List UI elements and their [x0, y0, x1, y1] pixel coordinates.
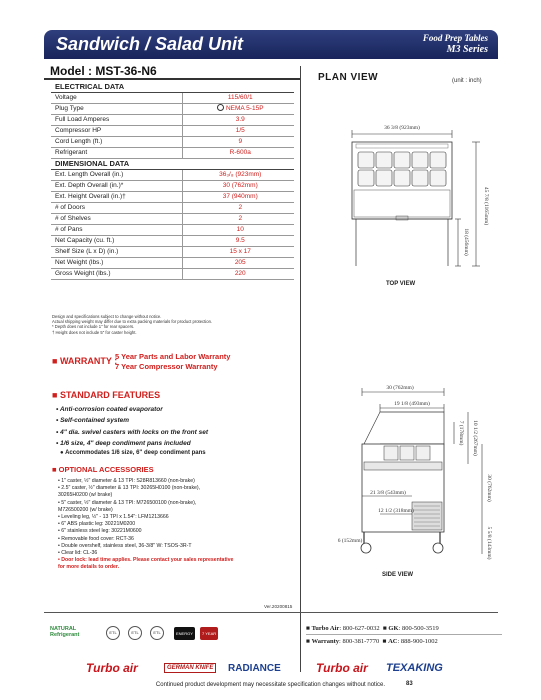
feature-item: • Self-contained system — [56, 417, 130, 425]
dimensional-heading: DIMENSIONAL DATA — [51, 158, 294, 169]
spec-row — [51, 202, 294, 213]
spec-value: 205 — [182, 257, 294, 268]
brand-logo-german-knife: GERMAN KNIFE — [164, 663, 216, 673]
warranty-label-text: WARRANTY : — [59, 356, 118, 366]
bullet-icon: ■ — [52, 465, 59, 474]
note-line: * Depth does not include 1" for rear spacers. — [52, 324, 135, 330]
brand-logo-texaking: TEXAKING — [386, 662, 443, 674]
optional-accessories-list — [58, 478, 294, 572]
etl-logo-2: ETL — [150, 626, 164, 640]
warranty-details — [115, 352, 230, 372]
note-line: Design and specifications subject to change without notice. — [52, 314, 162, 319]
spec-row — [51, 235, 294, 246]
spec-row — [51, 268, 294, 279]
note-line: † Height does not include 5" for caster height. — [52, 329, 137, 335]
spec-notes — [52, 314, 292, 335]
series-info — [423, 33, 488, 55]
natural-logo-text: Refrigerant — [50, 632, 80, 638]
spec-value: 36₃/₈ (923mm) — [182, 169, 294, 180]
spec-label: # of Doors — [51, 202, 182, 213]
contact-row: ■ Turbo Air: 800-627-0032 ■ GK: 800-500-3519 — [306, 625, 439, 632]
model-number: Model : MST-36-N6 — [50, 64, 157, 78]
spec-table — [51, 81, 294, 280]
contact-phone: : 800-627-0032 — [339, 625, 380, 632]
accessory-item: 30265H0200 (w/ brake) — [58, 492, 113, 499]
top-view-label: TOP VIEW — [386, 281, 416, 287]
caster-wheel — [361, 543, 371, 553]
brand-logo-turbo-air-2: Turbo air — [316, 661, 368, 675]
column-divider — [300, 66, 301, 672]
spec-row — [51, 147, 294, 158]
spec-value: 10 — [182, 224, 294, 235]
spec-value: 2 — [182, 202, 294, 213]
divider — [44, 78, 300, 80]
spec-row — [51, 169, 294, 180]
top-view-drawing — [330, 120, 500, 280]
standard-features-heading — [52, 390, 160, 400]
certification-logos — [50, 624, 300, 646]
accessory-item: • 6" ABS plastic leg: 30221M0200 — [58, 521, 136, 528]
electrical-heading: ELECTRICAL DATA — [51, 81, 294, 92]
accessory-item: • 1" caster, ½" diameter & 13 TPI: S28R813660 (non-brake) — [58, 478, 195, 484]
spec-label: # of Pans — [51, 224, 182, 235]
spec-label: Full Load Amperes — [51, 114, 182, 125]
contact-label: GK — [388, 625, 399, 632]
contact-label: Warranty — [311, 638, 340, 645]
accessory-item: • 2.5" caster, ½" diameter & 13 TPI: 30265H0100 (non-brake), — [58, 485, 201, 492]
series-name: M3 Series — [446, 44, 488, 55]
spec-row — [51, 213, 294, 224]
version-label: Ver.20200815 — [264, 604, 293, 609]
series-category: Food Prep Tables — [422, 33, 488, 43]
spec-label: Ext. Height Overall (in.)† — [51, 191, 182, 202]
standard-features-list — [56, 404, 208, 458]
contact-phone: : 800-381-7770 — [339, 638, 380, 645]
spec-label: Ext. Length Overall (in.) — [51, 169, 182, 180]
note-line: Actual shipping weight may differ due to extra packing materials for product protection. — [52, 319, 213, 325]
spec-row — [51, 246, 294, 257]
spec-value: 9 — [182, 136, 294, 147]
spec-value: R-600a — [182, 147, 294, 158]
spec-label: Compressor HP — [51, 125, 182, 136]
spec-value: 30 (762mm) — [182, 180, 294, 191]
spec-value: 15 x 17 — [182, 246, 294, 257]
spec-label: Gross Weight (lbs.) — [51, 268, 182, 279]
lid-outline — [380, 412, 444, 444]
accessory-item: • Double overshelf, stainless steel, 36-3/8" W: TSOS-3R-T — [58, 542, 192, 549]
spec-value — [182, 103, 294, 114]
spec-label: Ext. Depth Overall (in.)* — [51, 180, 182, 191]
etl-sanitation-logo: ETL — [128, 626, 142, 640]
contact-label: Turbo Air — [311, 625, 340, 632]
bullet-icon: ■ — [52, 356, 60, 366]
spec-value: 115/60/1 — [182, 92, 294, 103]
spec-label: Shelf Size (L x D) (in.) — [51, 246, 182, 257]
side-view-label: SIDE VIEW — [382, 572, 414, 578]
natural-logo-text: NATURAL — [50, 626, 77, 632]
caster-offset-dimension: 6 (152mm) — [337, 538, 363, 544]
feature-item: • Anti-corrosion coated evaporator — [56, 406, 163, 413]
bullet-icon: ■ — [52, 390, 60, 400]
cabinet-height-dimension: 30 (762mm) — [486, 474, 492, 502]
optional-accessories-heading — [52, 465, 154, 474]
door-lock-note: • Door lock: lead time applies. Please contact your sales representative — [58, 557, 234, 564]
spec-row — [51, 257, 294, 268]
brand-logo-turbo-air: Turbo air — [86, 661, 138, 675]
brand-logos — [86, 661, 506, 677]
etl-logo: ETL — [106, 626, 120, 640]
accessory-item: • Clear lid: CL-36 — [58, 550, 98, 557]
warranty-label — [52, 356, 117, 366]
spec-label: # of Shelves — [51, 213, 182, 224]
warranty-line: 7 Year Compressor Warranty — [115, 362, 218, 371]
spec-label: Plug Type — [51, 103, 182, 114]
interior-depth-dimension: 12 1/2 (318mm) — [378, 508, 414, 514]
brand-logo-radiance: RADIANCE — [228, 663, 281, 674]
feature-item: • 1/6 size, 4" deep condiment pans included — [56, 439, 191, 447]
optional-accessories-title: OPTIONAL ACCESSORIES — [58, 465, 154, 474]
spec-label: Cord Length (ft.) — [51, 136, 182, 147]
plan-view-title: PLAN VIEW — [318, 72, 379, 83]
spec-label: Net Weight (lbs.) — [51, 257, 182, 268]
accessory-item: • Removable food cover: RCT-36 — [58, 535, 134, 542]
spec-label: Voltage — [51, 92, 182, 103]
caster-height-dimension: 5 5/8 (143mm) — [486, 526, 492, 560]
side-depth-dimension: 30 (762mm) — [386, 385, 414, 391]
spec-label: Refrigerant — [51, 147, 182, 158]
door-swing-dimension: 18 (456mm) — [463, 228, 469, 256]
contact-label: AC — [388, 638, 398, 645]
energy-logo: ENERGY — [174, 627, 195, 640]
page-number: 83 — [406, 681, 413, 687]
spec-value: 220 — [182, 268, 294, 279]
spec-row — [51, 136, 294, 147]
spec-value: 3.9 — [182, 114, 294, 125]
accessory-item: • 5" caster, ½" diameter & 13 TPI: M726500100 (non-brake), — [58, 499, 197, 506]
spec-label: Net Capacity (cu. ft.) — [51, 235, 182, 246]
spec-row — [51, 180, 294, 191]
spec-row — [51, 114, 294, 125]
width-dimension: 36 3/8 (923mm) — [384, 125, 420, 131]
footer-disclaimer: Continued product development may necessitate specification changes without notice. — [155, 682, 386, 688]
spec-row — [51, 125, 294, 136]
accessory-item: M726500200 (w/ brake) — [58, 506, 113, 513]
caster-wheel — [433, 543, 443, 553]
lid-height-dimension: 7 (178mm) — [458, 420, 464, 446]
plug-type-value: NEMA 5-15P — [225, 105, 264, 113]
feature-item: • 4" dia. swivel casters with locks on the front set — [56, 428, 209, 436]
spec-value: 37 (940mm) — [182, 191, 294, 202]
natural-refrigerant-logo — [50, 626, 79, 638]
warranty-logo: 7 YEAR — [200, 627, 218, 640]
divider — [300, 612, 498, 613]
plug-icon — [217, 104, 224, 111]
divider — [306, 634, 502, 635]
unit-note: (unit : inch) — [452, 78, 482, 84]
feature-subitem: ● Accommodates 1/6 size, 6" deep condiment pans — [60, 450, 206, 457]
top-depth-dimension: 19 1/8 (493mm) — [394, 401, 430, 407]
page-title: Sandwich / Salad Unit — [56, 34, 244, 54]
header-banner — [44, 30, 498, 59]
accessory-item: • Leveling leg, ½" - 13 TPI x 1.54": LFM1213666 — [58, 514, 169, 521]
contact-row: ■ Warranty: 800-381-7770 ■ AC: 888-900-1002 — [306, 638, 438, 645]
spec-row — [51, 92, 294, 103]
contact-block — [306, 622, 506, 648]
spec-value: 9.5 — [182, 235, 294, 246]
spec-value: 1/5 — [182, 125, 294, 136]
spec-row — [51, 224, 294, 235]
total-depth-dimension: 45 7/8 (1165mm) — [483, 186, 489, 226]
bottom-depth-dimension: 21 3/8 (543mm) — [370, 490, 406, 496]
standard-features-title: STANDARD FEATURES — [59, 390, 161, 400]
upper-height-dimension: 10 1/2 (267mm) — [472, 420, 478, 456]
spec-row — [51, 191, 294, 202]
warranty-line: 5 Year Parts and Labor Warranty — [115, 352, 231, 361]
spec-value: 2 — [182, 213, 294, 224]
door-lock-note: for more details to order. — [58, 564, 120, 571]
compressor-grille — [412, 502, 442, 530]
contact-phone: : 800-500-3519 — [398, 625, 439, 632]
side-view-drawing — [337, 384, 510, 564]
accessory-item: • 6" stainless steel leg: 30221M0600 — [58, 528, 142, 535]
divider — [44, 612, 300, 613]
contact-phone: : 888-900-1002 — [397, 638, 438, 645]
spec-row — [51, 103, 294, 114]
